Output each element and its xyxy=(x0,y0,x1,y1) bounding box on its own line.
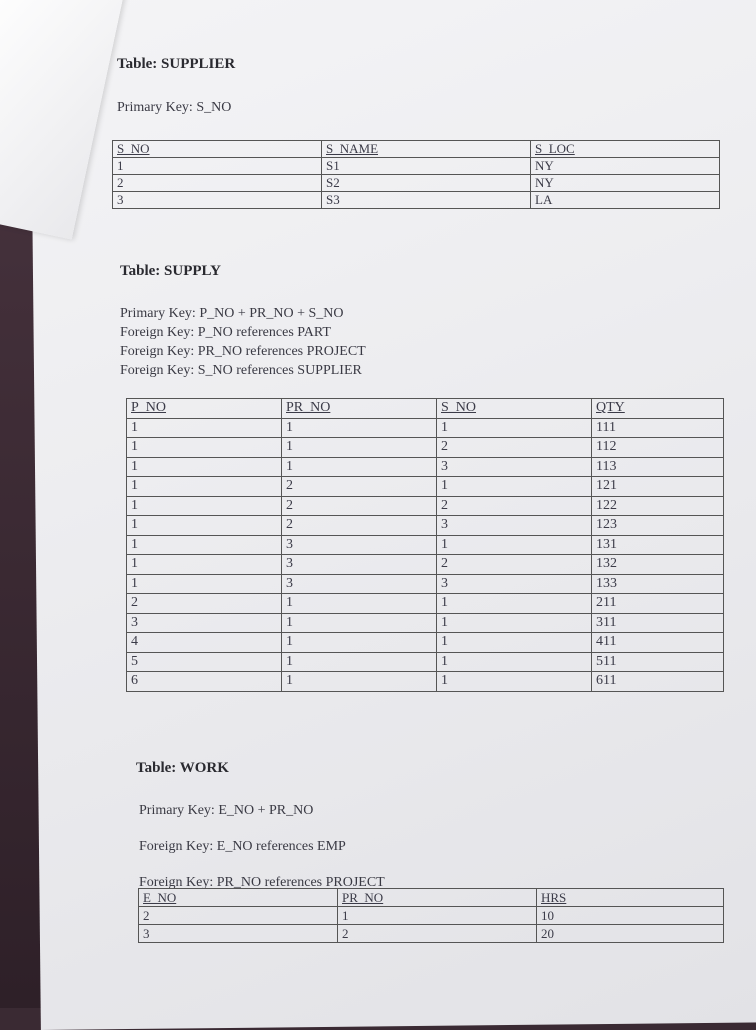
work-table xyxy=(138,888,724,943)
table-row xyxy=(113,158,720,175)
table-cell: 511 xyxy=(592,652,724,672)
table-cell: LA xyxy=(531,192,720,209)
supply-table xyxy=(126,398,724,692)
table-row xyxy=(139,925,724,943)
table-cell: 3 xyxy=(282,535,437,555)
table-cell: 1 xyxy=(437,418,592,438)
supplier-table xyxy=(112,140,720,209)
column-header: PR_NO xyxy=(282,399,437,419)
table-cell: 1 xyxy=(282,633,437,653)
table-cell: 1 xyxy=(282,652,437,672)
work-title: Table: WORK xyxy=(136,760,229,776)
table-cell: 3 xyxy=(437,516,592,536)
column-header: PR_NO xyxy=(338,889,537,907)
work-primary-key: Primary Key: E_NO + PR_NO xyxy=(139,803,314,818)
table-cell: 1 xyxy=(282,613,437,633)
table-cell: 112 xyxy=(592,438,724,458)
table-cell: 1 xyxy=(282,418,437,438)
table-cell: 2 xyxy=(282,477,437,497)
table-row xyxy=(127,574,724,594)
table-cell: 121 xyxy=(592,477,724,497)
supply-foreign-key-supplier: Foreign Key: S_NO references SUPPLIER xyxy=(120,363,362,378)
supplier-keys xyxy=(117,98,231,117)
supplier-title: Table: SUPPLIER xyxy=(117,56,236,72)
table-cell: 411 xyxy=(592,633,724,653)
table-cell: 20 xyxy=(537,925,724,943)
table-cell: 2 xyxy=(437,438,592,458)
table-cell: 5 xyxy=(127,652,282,672)
table-cell: 3 xyxy=(113,192,322,209)
table-cell: 1 xyxy=(127,477,282,497)
table-cell: 131 xyxy=(592,535,724,555)
table-cell: 6 xyxy=(127,672,282,692)
table-cell: NY xyxy=(531,158,720,175)
table-cell: NY xyxy=(531,175,720,192)
table-row xyxy=(127,594,724,614)
table-cell: 132 xyxy=(592,555,724,575)
table-cell: 1 xyxy=(437,633,592,653)
table-cell: 10 xyxy=(537,907,724,925)
table-cell: 1 xyxy=(437,613,592,633)
table-row xyxy=(127,652,724,672)
table-cell: S3 xyxy=(322,192,531,209)
table-header-row xyxy=(139,889,724,907)
table-cell: 2 xyxy=(437,496,592,516)
table-cell: 2 xyxy=(113,175,322,192)
table-cell: 3 xyxy=(282,555,437,575)
table-cell: 3 xyxy=(139,925,338,943)
column-header: S_LOC xyxy=(531,141,720,158)
table-cell: 1 xyxy=(127,496,282,516)
table-row xyxy=(127,555,724,575)
table-cell: 611 xyxy=(592,672,724,692)
table-row xyxy=(127,496,724,516)
table-cell: 123 xyxy=(592,516,724,536)
table-cell: 1 xyxy=(338,907,537,925)
table-cell: 1 xyxy=(437,535,592,555)
table-cell: 4 xyxy=(127,633,282,653)
work-keys xyxy=(139,793,385,901)
table-row xyxy=(127,516,724,536)
table-cell: 3 xyxy=(127,613,282,633)
column-header: P_NO xyxy=(127,399,282,419)
column-header: S_NO xyxy=(113,141,322,158)
supply-keys xyxy=(120,304,366,380)
table-cell: 3 xyxy=(437,574,592,594)
table-cell: 1 xyxy=(127,438,282,458)
table-cell: 1 xyxy=(282,457,437,477)
column-header: S_NO xyxy=(437,399,592,419)
supply-foreign-key-part: Foreign Key: P_NO references PART xyxy=(120,325,331,340)
table-row xyxy=(127,457,724,477)
table-cell: 1 xyxy=(127,516,282,536)
table-cell: 211 xyxy=(592,594,724,614)
supply-foreign-key-project: Foreign Key: PR_NO references PROJECT xyxy=(120,344,366,359)
table-cell: 1 xyxy=(127,574,282,594)
table-row xyxy=(113,192,720,209)
table-row xyxy=(113,175,720,192)
table-row xyxy=(127,477,724,497)
column-header: S_NAME xyxy=(322,141,531,158)
table-cell: 1 xyxy=(113,158,322,175)
table-cell: 2 xyxy=(127,594,282,614)
table-row xyxy=(127,613,724,633)
supplier-primary-key: Primary Key: S_NO xyxy=(117,100,232,115)
table-cell: S1 xyxy=(322,158,531,175)
supply-table-body xyxy=(127,399,724,692)
table-cell: 3 xyxy=(282,574,437,594)
supply-primary-key: Primary Key: P_NO + PR_NO + S_NO xyxy=(120,306,344,321)
table-cell: 2 xyxy=(437,555,592,575)
column-header: QTY xyxy=(592,399,724,419)
table-cell: S2 xyxy=(322,175,531,192)
table-cell: 2 xyxy=(282,516,437,536)
table-row xyxy=(127,438,724,458)
table-header-row xyxy=(113,141,720,158)
table-row xyxy=(127,633,724,653)
table-cell: 1 xyxy=(282,438,437,458)
table-cell: 1 xyxy=(127,555,282,575)
table-cell: 3 xyxy=(437,457,592,477)
table-header-row xyxy=(127,399,724,419)
table-cell: 111 xyxy=(592,418,724,438)
table-cell: 1 xyxy=(282,594,437,614)
column-header: HRS xyxy=(537,889,724,907)
table-cell: 1 xyxy=(127,457,282,477)
work-foreign-key-emp: Foreign Key: E_NO references EMP xyxy=(139,839,346,854)
table-cell: 1 xyxy=(437,594,592,614)
table-row xyxy=(127,418,724,438)
table-cell: 2 xyxy=(139,907,338,925)
table-cell: 133 xyxy=(592,574,724,594)
table-cell: 1 xyxy=(127,418,282,438)
table-cell: 1 xyxy=(437,672,592,692)
table-row xyxy=(139,907,724,925)
table-cell: 2 xyxy=(338,925,537,943)
supply-title: Table: SUPPLY xyxy=(120,263,222,279)
table-cell: 2 xyxy=(282,496,437,516)
table-cell: 113 xyxy=(592,457,724,477)
table-row xyxy=(127,672,724,692)
table-cell: 122 xyxy=(592,496,724,516)
table-cell: 1 xyxy=(282,672,437,692)
table-cell: 311 xyxy=(592,613,724,633)
column-header: E_NO xyxy=(139,889,338,907)
table-cell: 1 xyxy=(437,477,592,497)
table-row xyxy=(127,535,724,555)
table-cell: 1 xyxy=(437,652,592,672)
table-cell: 1 xyxy=(127,535,282,555)
work-foreign-key-project: Foreign Key: PR_NO references PROJECT xyxy=(139,875,385,890)
